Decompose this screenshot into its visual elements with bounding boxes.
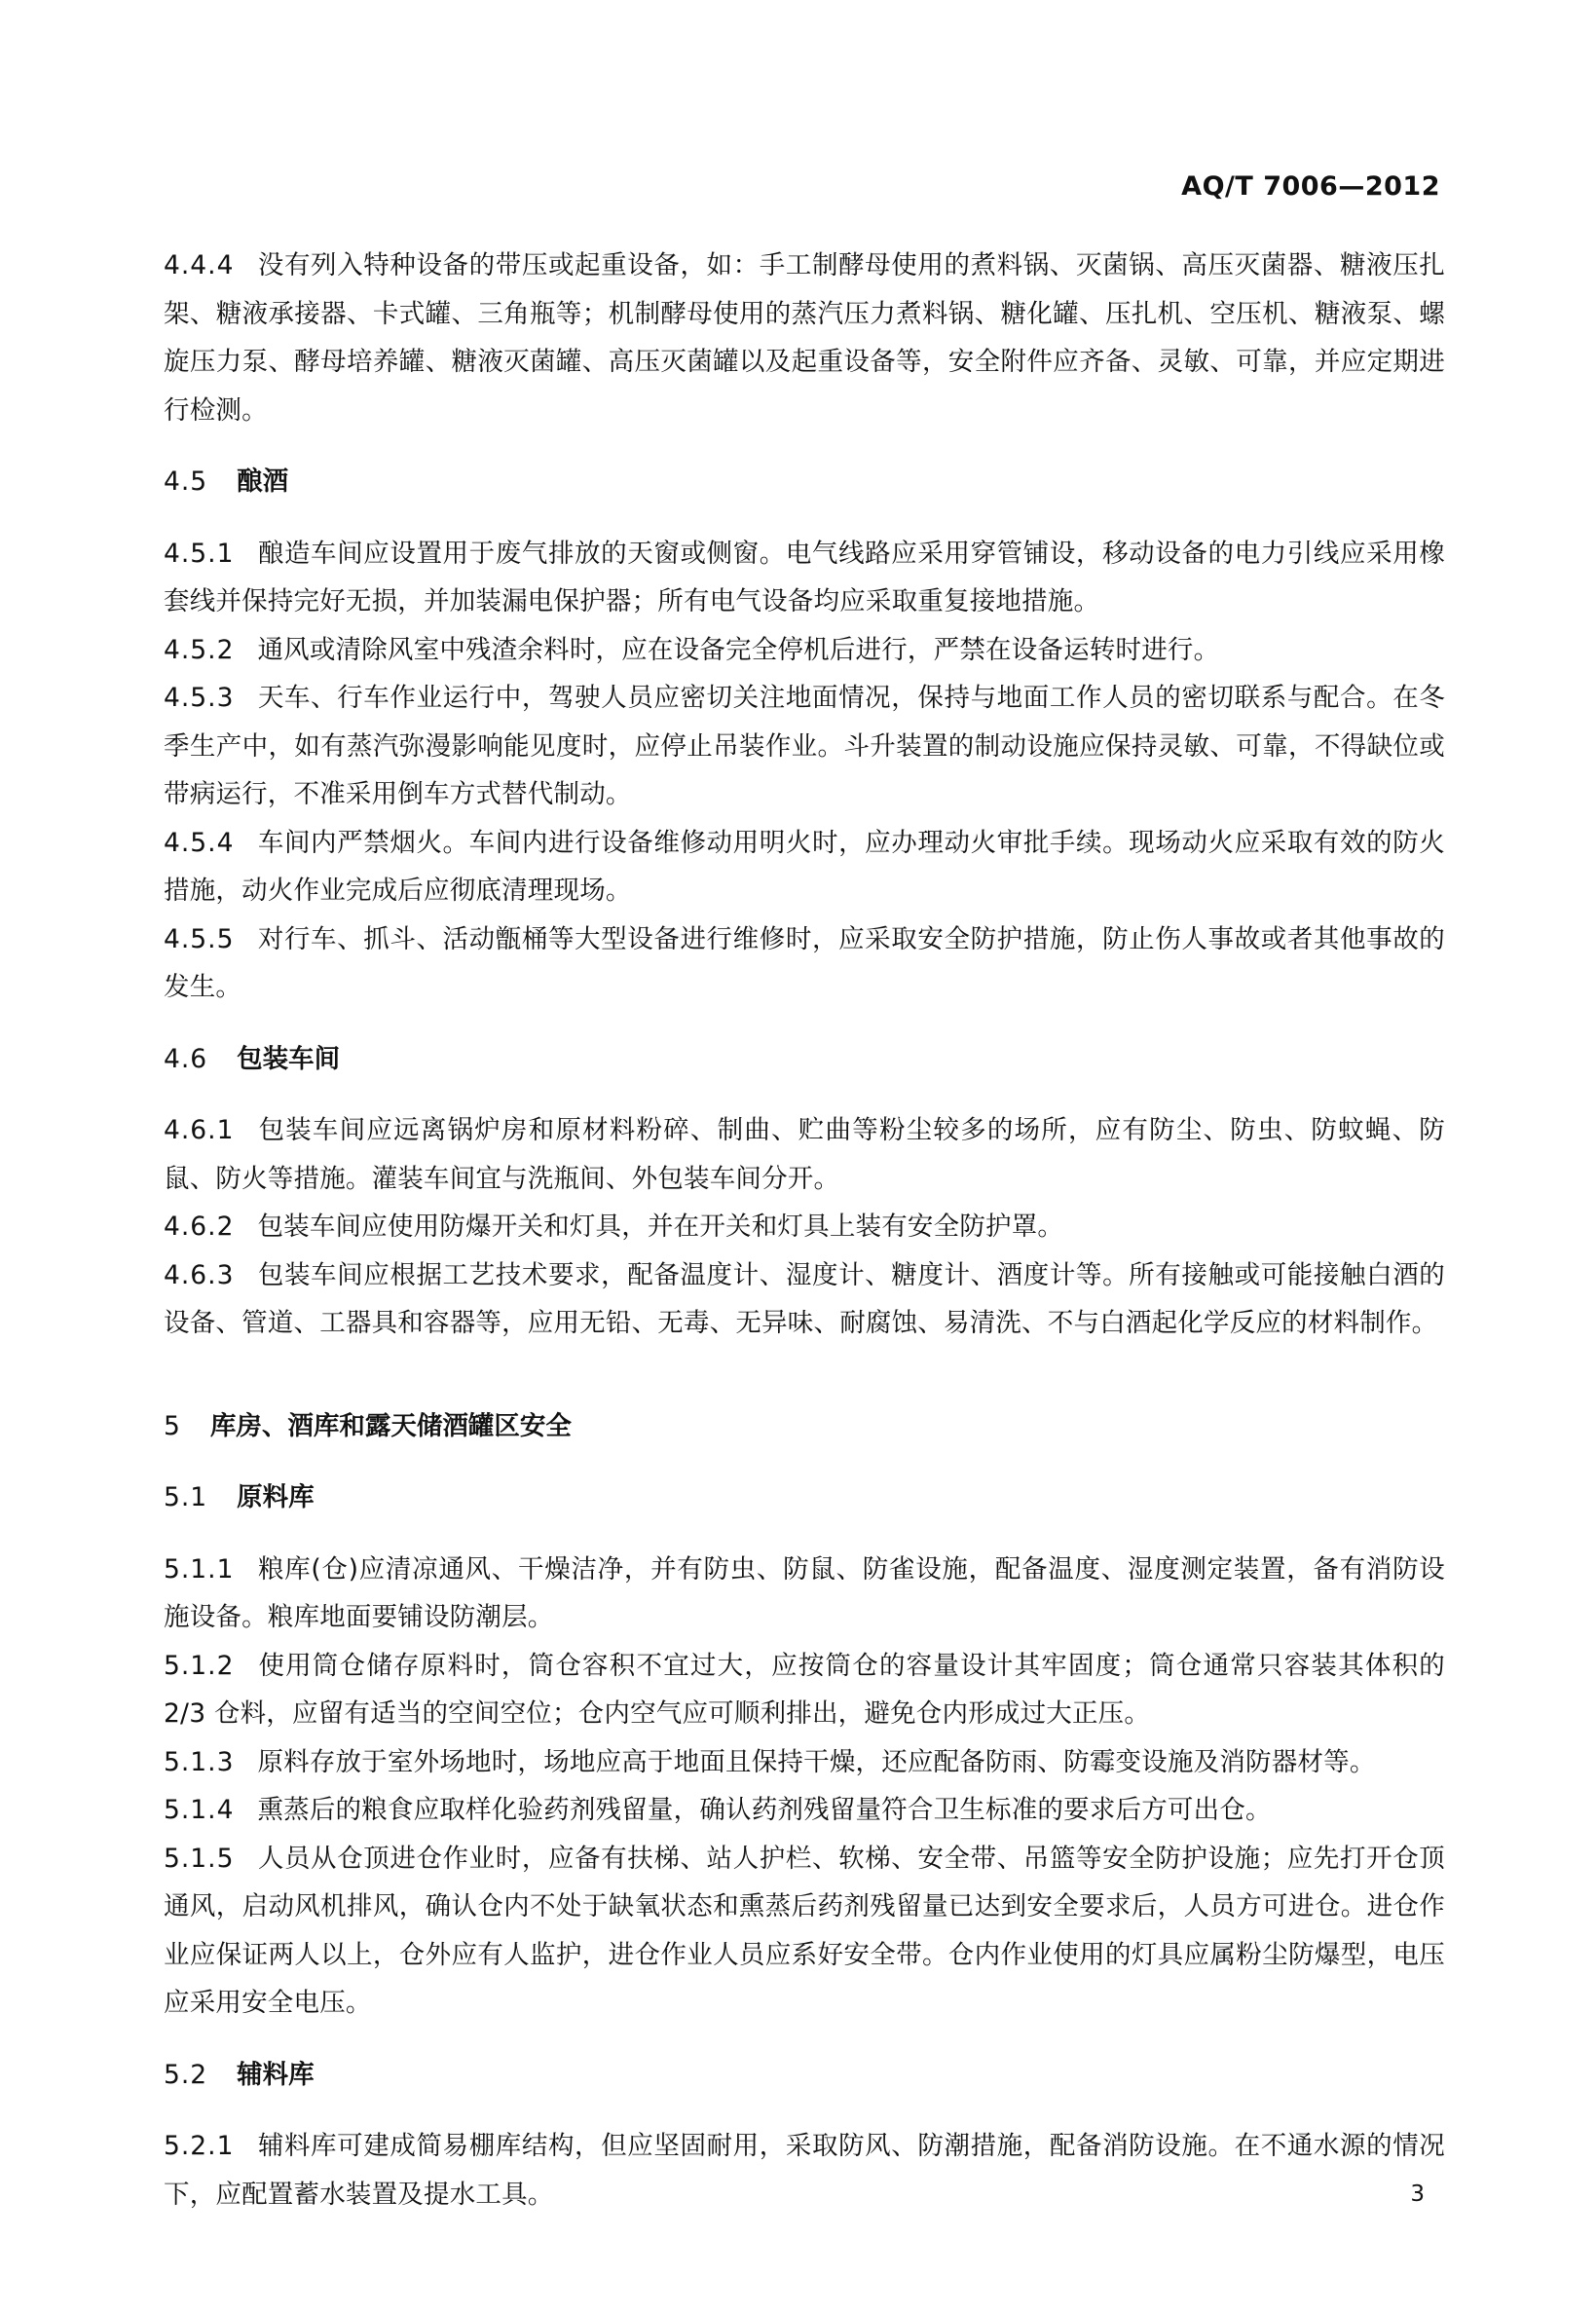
clause-4-5-5: [164, 915, 1445, 1012]
clause-number: 5.1.5: [164, 1843, 235, 1874]
section-number: 5.2: [164, 2059, 208, 2090]
clause-text: 通风或清除风室中残渣余料时，应在设备完全停机后进行，严禁在设备运转时进行。: [257, 634, 1220, 665]
clause-text: 没有列入特种设备的带压或起重设备，如：手工制酵母使用的煮料锅、灭菌锅、高压灭菌器、糖液压扎架、糖液承接器、卡式罐、三角瓶等；机制酵母使用的蒸汽压力煮料锅、糖化罐、压扎机、空压机、糖液泵、螺旋压力泵、酵母培养罐、糖液灭菌罐、高压灭菌罐以及起重设备等，安全附件应齐备、灵敏、可靠，并应定期进行检测。: [164, 250, 1445, 426]
clause-4-6-1: [164, 1106, 1445, 1203]
section-4-5-heading: [164, 458, 1445, 506]
clause-5-1-2: [164, 1642, 1445, 1738]
section-title: 原料库: [237, 1482, 315, 1512]
clause-text: 酿造车间应设置用于废气排放的天窗或侧窗。电气线路应采用穿管铺设，移动设备的电力引线应采用橡套线并保持完好无损，并加装漏电保护器；所有电气设备均应采取重复接地措施。: [164, 538, 1445, 616]
clause-4-6-2: [164, 1203, 1445, 1251]
clause-4-5-4: [164, 819, 1445, 915]
clause-number: 4.5.2: [164, 634, 235, 665]
chapter-number: 5: [164, 1410, 181, 1441]
section-title: 酿酒: [237, 466, 289, 497]
clause-text: 人员从仓顶进仓作业时，应备有扶梯、站人护栏、软梯、安全带、吊篮等安全防护设施；应先打开仓顶通风，启动风机排风，确认仓内不处于缺氧状态和熏蒸后药剂残留量已达到安全要求后，人员方可进仓。进仓作业应保证两人以上，仓外应有人监护，进仓作业人员应系好安全带。仓内作业使用的灯具应属粉尘防爆型，电压应采用安全电压。: [164, 1843, 1445, 2018]
clause-text: 原料存放于室外场地时，场地应高于地面且保持干燥，还应配备防雨、防霉变设施及消防器材等。: [257, 1746, 1376, 1777]
clause-number: 5.1.1: [164, 1553, 235, 1585]
clause-number: 4.5.4: [164, 827, 235, 858]
clause-5-1-5: [164, 1835, 1445, 2028]
section-title: 包装车间: [237, 1043, 341, 1074]
document-body: [164, 242, 1445, 2219]
clause-4-6-3: [164, 1251, 1445, 1348]
section-number: 4.5: [164, 466, 208, 497]
clause-number: 5.1.2: [164, 1650, 235, 1681]
section-number: 4.6: [164, 1043, 208, 1074]
clause-text: 熏蒸后的粮食应取样化验药剂残留量，确认药剂残留量符合卫生标准的要求后方可出仓。: [257, 1795, 1272, 1825]
section-title: 辅料库: [237, 2059, 315, 2090]
clause-4-5-2: [164, 626, 1445, 675]
clause-number: 5.2.1: [164, 2131, 235, 2161]
section-5-1-heading: [164, 1473, 1445, 1522]
section-number: 5.1: [164, 1482, 208, 1512]
clause-number: 4.5.3: [164, 683, 235, 713]
clause-number: 5.1.3: [164, 1746, 235, 1777]
section-4-6-heading: [164, 1035, 1445, 1084]
clause-4-4-4: [164, 242, 1445, 434]
section-5-2-heading: [164, 2051, 1445, 2100]
clause-4-5-1: [164, 530, 1445, 626]
clause-text: 使用筒仓储存原料时，筒仓容积不宜过大，应按筒仓的容量设计其牢固度；筒仓通常只容装其体积的 2/3 仓料，应留有适当的空间空位；仓内空气应可顺利排出，避免仓内形成过大正压。: [164, 1650, 1445, 1729]
clause-5-1-1: [164, 1546, 1445, 1642]
clause-text: 对行车、抓斗、活动甑桶等大型设备进行维修时，应采取安全防护措施，防止伤人事故或者其他事故的发生。: [164, 923, 1445, 1002]
clause-number: 4.6.3: [164, 1259, 235, 1290]
clause-4-5-3: [164, 674, 1445, 819]
standard-code: AQ/T 7006—2012: [1181, 171, 1440, 202]
clause-text: 包装车间应根据工艺技术要求，配备温度计、湿度计、糖度计、酒度计等。所有接触或可能接触白酒的设备、管道、工器具和容器等，应用无铅、无毒、无异味、耐腐蚀、易清洗、不与白酒起化学反应的材料制作。: [164, 1259, 1445, 1338]
clause-text: 包装车间应远离锅炉房和原材料粉碎、制曲、贮曲等粉尘较多的场所，应有防尘、防虫、防蚊蝇、防鼠、防火等措施。灌装车间宜与洗瓶间、外包装车间分开。: [164, 1115, 1445, 1194]
clause-number: 4.6.2: [164, 1212, 235, 1242]
clause-number: 4.4.4: [164, 250, 235, 280]
page-number: 3: [1410, 2181, 1425, 2207]
clause-text: 粮库(仓)应清凉通风、干燥洁净，并有防虫、防鼠、防雀设施，配备温度、湿度测定装置，备有消防设施设备。粮库地面要铺设防潮层。: [164, 1553, 1445, 1632]
clause-text: 天车、行车作业运行中，驾驶人员应密切关注地面情况，保持与地面工作人员的密切联系与配合。在冬季生产中，如有蒸汽弥漫影响能见度时，应停止吊装作业。斗升装置的制动设施应保持灵敏、可靠，不得缺位或带病运行，不准采用倒车方式替代制动。: [164, 683, 1445, 809]
clause-number: 4.5.1: [164, 538, 235, 569]
clause-text: 辅料库可建成简易棚库结构，但应坚固耐用，采取防风、防潮措施，配备消防设施。在不通水源的情况下，应配置蓄水装置及提水工具。: [164, 2131, 1445, 2210]
clause-number: 5.1.4: [164, 1795, 235, 1825]
clause-number: 4.6.1: [164, 1115, 235, 1145]
clause-5-1-3: [164, 1738, 1445, 1787]
clause-5-1-4: [164, 1786, 1445, 1835]
clause-5-2-1: [164, 2122, 1445, 2219]
clause-text: 包装车间应使用防爆开关和灯具，并在开关和灯具上装有安全防护罩。: [257, 1212, 1064, 1242]
chapter-5-heading: [164, 1402, 1445, 1451]
clause-number: 4.5.5: [164, 923, 235, 954]
chapter-title: 库房、酒库和露天储酒罐区安全: [209, 1410, 572, 1441]
clause-text: 车间内严禁烟火。车间内进行设备维修动用明火时，应办理动火审批手续。现场动火应采取有效的防火措施，动火作业完成后应彻底清理现场。: [164, 827, 1445, 906]
